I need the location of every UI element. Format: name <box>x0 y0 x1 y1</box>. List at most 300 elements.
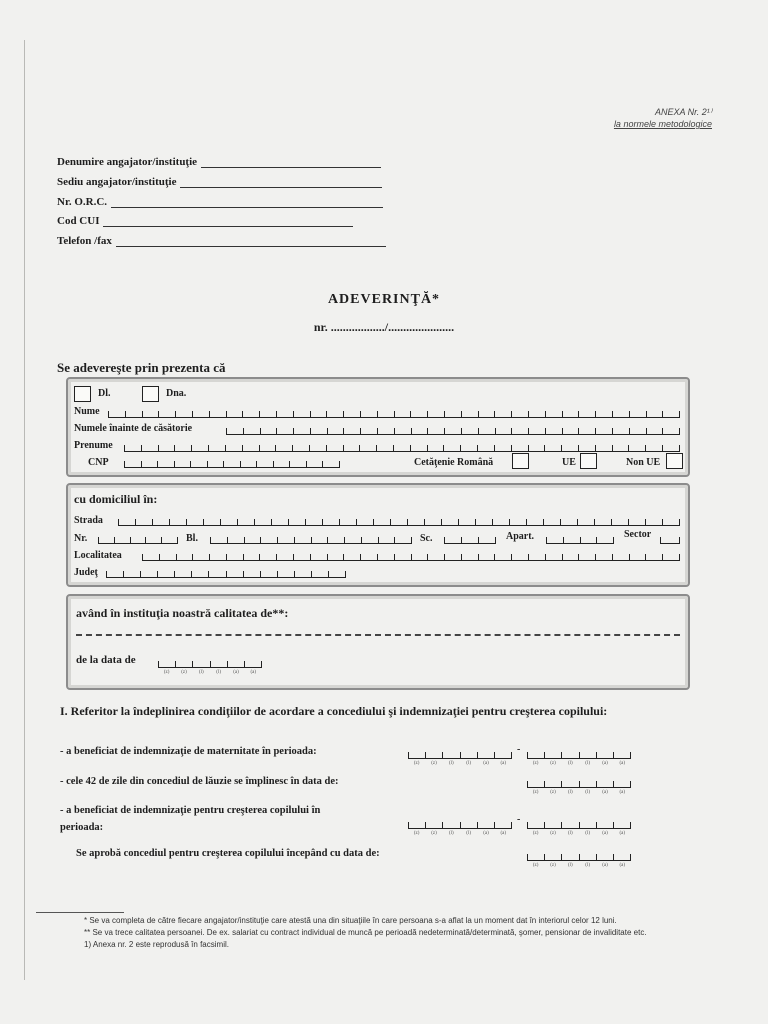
document-title: ADEVERINŢĂ* <box>327 292 441 307</box>
char-cell <box>444 554 461 560</box>
char-cell <box>427 445 444 451</box>
char-cell <box>309 445 326 451</box>
char-cell <box>544 752 561 758</box>
char-cell <box>478 411 495 417</box>
char-cell <box>410 445 427 451</box>
char-cell <box>596 537 614 543</box>
char-cell <box>578 445 595 451</box>
citizen-non-ue-checkbox[interactable] <box>666 453 683 469</box>
char-cell <box>612 445 629 451</box>
date-caption-letter: (a) <box>602 761 608 766</box>
date-caption-letter: (a) <box>483 761 489 766</box>
char-cell <box>192 554 209 560</box>
char-cell <box>310 411 327 417</box>
section1-title: I. Referitor la îndeplinirea condiţiilor de acordare a concediului şi indemnizaţiei pentru creşterea copilului: <box>60 704 608 718</box>
citizen-ue-checkbox[interactable] <box>580 453 597 469</box>
date-caption-letter: (a) <box>619 863 626 868</box>
employer-seat-label: Sediu angajator/instituţie <box>57 176 177 188</box>
char-cell <box>108 411 125 417</box>
char-cell <box>646 411 663 417</box>
char-cell <box>461 537 478 543</box>
maternity-separator: - <box>517 744 521 755</box>
char-cell <box>394 537 412 543</box>
mr-label: Dl. <box>98 388 111 399</box>
date-caption-letter: (l) <box>585 761 591 766</box>
char-cell <box>580 537 597 543</box>
char-cell <box>407 519 424 525</box>
maternity-start-field[interactable] <box>408 748 512 759</box>
char-cell <box>577 519 594 525</box>
char-cell <box>322 519 339 525</box>
employer-seat-field[interactable] <box>180 176 382 188</box>
char-cell <box>259 411 276 417</box>
date-caption-letter: (z) <box>532 831 539 836</box>
char-cell <box>444 411 461 417</box>
date-caption-letter: (a) <box>602 863 608 868</box>
char-cell <box>277 571 294 577</box>
char-cell <box>277 537 294 543</box>
char-cell <box>662 554 680 560</box>
annex-number: ANEXA Nr. 2¹⁾ <box>654 107 712 117</box>
char-cell <box>444 537 461 543</box>
char-cell <box>158 661 175 667</box>
char-cell <box>106 571 123 577</box>
char-cell <box>223 461 240 467</box>
cnp-field[interactable] <box>124 457 340 468</box>
char-cell <box>210 537 227 543</box>
char-cell <box>254 519 271 525</box>
char-cell <box>260 571 277 577</box>
char-cell <box>294 537 311 543</box>
char-cell <box>411 554 428 560</box>
char-cell <box>158 445 175 451</box>
char-cell <box>475 519 492 525</box>
char-cell <box>563 537 580 543</box>
approval-date-caption <box>527 863 631 868</box>
char-cell <box>613 822 631 828</box>
postnatal-date-caption <box>527 790 631 795</box>
char-cell <box>408 822 425 828</box>
date-caption-letter: (l) <box>448 831 454 836</box>
char-cell <box>662 428 680 434</box>
char-cell <box>328 571 346 577</box>
char-cell <box>226 411 243 417</box>
person-panel <box>66 377 690 477</box>
char-cell <box>226 554 243 560</box>
char-cell <box>511 411 528 417</box>
char-cell <box>442 752 459 758</box>
employer-cui-label: Cod CUI <box>57 215 100 227</box>
sector-label: Sector <box>624 529 652 540</box>
char-cell <box>311 571 328 577</box>
date-caption-letter: (l) <box>216 670 222 675</box>
char-cell <box>142 554 159 560</box>
char-cell <box>360 411 377 417</box>
footnote-2: ** Se va trece calitatea persoanei. De ex. salariat cu contract individual de muncă pe perioadă nedeterminată/determinată, şomer, pensionar de invaliditate etc. <box>84 928 647 937</box>
char-cell <box>528 411 545 417</box>
char-cell <box>662 411 680 417</box>
quality-line[interactable] <box>76 634 680 636</box>
char-cell <box>460 752 477 758</box>
char-cell <box>560 519 577 525</box>
char-cell <box>293 411 310 417</box>
sc-label: Sc. <box>420 533 433 544</box>
char-cell <box>561 752 578 758</box>
char-cell <box>596 822 613 828</box>
street-label: Strada <box>74 515 103 526</box>
bl-field[interactable] <box>210 533 412 544</box>
char-cell <box>271 519 288 525</box>
char-cell <box>527 822 544 828</box>
date-caption-letter: (a) <box>500 831 507 836</box>
char-cell <box>192 661 209 667</box>
char-cell <box>260 537 277 543</box>
char-cell <box>511 445 528 451</box>
char-cell <box>311 537 328 543</box>
char-cell <box>545 428 562 434</box>
date-caption-letter: (z) <box>532 761 539 766</box>
county-field[interactable] <box>106 567 346 578</box>
char-cell <box>596 854 613 860</box>
char-cell <box>596 781 613 787</box>
childcare-label-1: - a beneficiat de indemnizaţie pentru creşterea copilului în <box>60 805 321 816</box>
char-cell <box>125 411 142 417</box>
page-margin-line <box>24 40 25 980</box>
childcare-end-caption <box>527 831 631 836</box>
date-caption-letter: (l) <box>585 831 591 836</box>
char-cell <box>305 519 322 525</box>
char-cell <box>192 411 209 417</box>
char-cell <box>360 428 377 434</box>
annex-reference <box>614 106 712 130</box>
char-cell <box>662 519 680 525</box>
approval-date-field[interactable] <box>527 850 631 861</box>
char-cell <box>544 854 561 860</box>
char-cell <box>98 537 114 543</box>
footnotes <box>84 915 714 951</box>
char-cell <box>377 554 394 560</box>
char-cell <box>562 411 579 417</box>
char-cell <box>209 554 226 560</box>
mrs-label: Dna. <box>166 388 187 399</box>
date-caption-letter: (z) <box>532 790 539 795</box>
from-date-label: de la data de <box>76 654 136 666</box>
char-cell <box>613 752 631 758</box>
postnatal-date-field[interactable] <box>527 777 631 788</box>
sc-field[interactable] <box>444 533 496 544</box>
char-cell <box>322 461 340 467</box>
char-cell <box>140 571 157 577</box>
char-cell <box>326 445 343 451</box>
address-panel <box>66 483 690 587</box>
date-caption-letter: (z) <box>413 831 420 836</box>
char-cell <box>124 445 141 451</box>
char-cell <box>186 519 203 525</box>
bl-label: Bl. <box>186 533 198 544</box>
char-cell <box>629 411 646 417</box>
char-cell <box>226 428 243 434</box>
char-cell <box>444 428 461 434</box>
char-cell <box>292 445 309 451</box>
char-cell <box>378 537 395 543</box>
char-cell <box>203 519 220 525</box>
surname-field[interactable] <box>108 407 680 418</box>
char-cell <box>135 519 152 525</box>
char-cell <box>427 428 444 434</box>
char-cell <box>343 445 360 451</box>
char-cell <box>595 411 612 417</box>
apt-field[interactable] <box>546 533 614 544</box>
char-cell <box>174 445 191 451</box>
char-cell <box>225 445 242 451</box>
char-cell <box>458 519 475 525</box>
char-cell <box>175 661 192 667</box>
char-cell <box>662 445 680 451</box>
street-field[interactable] <box>118 515 680 526</box>
date-caption-letter: (z) <box>431 761 437 766</box>
char-cell <box>356 519 373 525</box>
char-cell <box>293 554 310 560</box>
char-cell <box>243 554 260 560</box>
document-number[interactable]: nr. ................../...................... <box>313 320 455 334</box>
employer-phone-field[interactable] <box>116 235 386 247</box>
maiden-name-label: Numele înainte de căsătorie <box>74 423 193 434</box>
date-caption-letter: (a) <box>619 761 626 766</box>
char-cell <box>408 752 425 758</box>
char-cell <box>159 554 176 560</box>
char-cell <box>226 571 243 577</box>
date-caption-letter: (l) <box>567 831 573 836</box>
firstname-label: Prenume <box>74 440 113 451</box>
char-cell <box>243 428 260 434</box>
surname-label: Nume <box>74 406 100 417</box>
char-cell <box>562 554 579 560</box>
char-cell <box>130 537 146 543</box>
citizen-non-ue-label: Non UE <box>626 457 661 468</box>
char-cell <box>227 661 244 667</box>
char-cell <box>240 461 257 467</box>
char-cell <box>511 428 528 434</box>
char-cell <box>629 428 646 434</box>
char-cell <box>613 781 631 787</box>
char-cell <box>394 554 411 560</box>
char-cell <box>310 554 327 560</box>
char-cell <box>442 822 459 828</box>
char-cell <box>443 445 460 451</box>
char-cell <box>174 571 191 577</box>
date-caption-letter: (l) <box>567 790 573 795</box>
char-cell <box>527 854 544 860</box>
char-cell <box>578 411 595 417</box>
char-cell <box>578 428 595 434</box>
char-cell <box>425 822 442 828</box>
char-cell <box>477 822 494 828</box>
char-cell <box>425 752 442 758</box>
footnote-rule <box>36 912 124 913</box>
char-cell <box>327 428 344 434</box>
char-cell <box>646 428 663 434</box>
char-cell <box>294 571 311 577</box>
childcare-end-field[interactable] <box>527 818 631 829</box>
char-cell <box>276 411 293 417</box>
char-cell <box>114 537 130 543</box>
char-cell <box>310 428 327 434</box>
char-cell <box>326 411 343 417</box>
char-cell <box>243 571 260 577</box>
employer-phone-row <box>57 233 386 247</box>
char-cell <box>595 445 612 451</box>
char-cell <box>494 411 511 417</box>
char-cell <box>612 428 629 434</box>
char-cell <box>123 571 140 577</box>
employer-orc-label: Nr. O.R.C. <box>57 196 108 208</box>
date-caption-letter: (z) <box>181 670 187 675</box>
char-cell <box>545 411 562 417</box>
char-cell <box>191 445 208 451</box>
char-cell <box>629 554 646 560</box>
citizen-ro-label: Cetăţenie Română <box>414 457 494 468</box>
char-cell <box>359 445 376 451</box>
employer-seat-row <box>57 174 382 188</box>
char-cell <box>612 411 629 417</box>
county-label: Judeţ <box>74 567 98 578</box>
childcare-separator: - <box>517 814 521 825</box>
char-cell <box>427 554 444 560</box>
date-caption-letter: (a) <box>233 670 239 675</box>
char-cell <box>169 519 186 525</box>
char-cell <box>579 781 596 787</box>
date-caption-letter: (l) <box>466 831 472 836</box>
citizen-ue-label: UE <box>562 457 576 468</box>
char-cell <box>259 445 276 451</box>
char-cell <box>561 781 578 787</box>
char-cell <box>494 752 512 758</box>
char-cell <box>220 519 237 525</box>
footnote-1: * Se va completa de către fiecare angajator/instituţie care atestă una din situaţiile în care persoana s-a aflat la un moment dat în interiorul celor 12 luni. <box>84 916 617 925</box>
char-cell <box>544 822 561 828</box>
char-cell <box>244 537 261 543</box>
locality-label: Localitatea <box>74 550 122 561</box>
char-cell <box>306 461 323 467</box>
char-cell <box>478 428 495 434</box>
char-cell <box>494 554 511 560</box>
char-cell <box>259 554 276 560</box>
citizen-ro-checkbox[interactable] <box>512 453 529 469</box>
char-cell <box>595 554 612 560</box>
char-cell <box>276 428 293 434</box>
char-cell <box>528 445 545 451</box>
char-cell <box>208 445 225 451</box>
char-cell <box>394 411 411 417</box>
char-cell <box>494 822 512 828</box>
char-cell <box>141 461 158 467</box>
childcare-start-caption <box>408 831 512 836</box>
char-cell <box>152 519 169 525</box>
char-cell <box>191 571 208 577</box>
apt-label: Apart. <box>506 531 535 542</box>
from-date-field[interactable] <box>158 657 262 668</box>
annex-norms: la normele metodologice <box>613 119 712 129</box>
char-cell <box>460 822 477 828</box>
char-cell <box>441 519 458 525</box>
char-cell <box>208 571 225 577</box>
date-caption-letter: (l) <box>466 761 472 766</box>
char-cell <box>579 822 596 828</box>
char-cell <box>118 519 135 525</box>
char-cell <box>460 445 477 451</box>
char-cell <box>561 822 578 828</box>
mr-checkbox[interactable] <box>74 386 91 402</box>
employer-orc-field[interactable] <box>111 196 383 208</box>
char-cell <box>410 411 427 417</box>
employer-cui-row <box>57 213 353 227</box>
date-caption-letter: (z) <box>532 863 539 868</box>
firstname-field[interactable] <box>124 441 680 452</box>
mrs-checkbox[interactable] <box>142 386 159 402</box>
char-cell <box>509 519 526 525</box>
char-cell <box>595 428 612 434</box>
char-cell <box>289 461 306 467</box>
char-cell <box>544 781 561 787</box>
date-caption-letter: (a) <box>619 790 626 795</box>
char-cell <box>343 428 360 434</box>
char-cell <box>376 445 393 451</box>
char-cell <box>393 445 410 451</box>
sector-field[interactable] <box>660 533 680 544</box>
date-caption-letter: (z) <box>550 863 556 868</box>
char-cell <box>394 428 411 434</box>
employer-orc-row <box>57 194 383 208</box>
char-cell <box>611 519 628 525</box>
childcare-start-field[interactable] <box>408 818 512 829</box>
char-cell <box>360 554 377 560</box>
maternity-label: - a beneficiat de indemnizaţie de maternitate în perioada: <box>60 746 317 757</box>
char-cell <box>377 428 394 434</box>
date-caption-letter: (l) <box>448 761 454 766</box>
quality-heading: având în instituţia noastră calitatea de**: <box>76 606 289 620</box>
date-caption-letter: (z) <box>431 831 437 836</box>
char-cell <box>612 554 629 560</box>
char-cell <box>145 537 161 543</box>
maiden-name-field[interactable] <box>226 424 680 435</box>
char-cell <box>561 445 578 451</box>
char-cell <box>427 411 444 417</box>
char-cell <box>339 519 356 525</box>
char-cell <box>579 854 596 860</box>
char-cell <box>377 411 394 417</box>
char-cell <box>190 461 207 467</box>
char-cell <box>327 554 344 560</box>
char-cell <box>343 554 360 560</box>
char-cell <box>343 411 360 417</box>
maternity-end-caption <box>527 761 631 766</box>
char-cell <box>527 781 544 787</box>
employer-cui-field[interactable] <box>103 215 353 227</box>
char-cell <box>477 752 494 758</box>
char-cell <box>461 411 478 417</box>
char-cell <box>579 752 596 758</box>
char-cell <box>461 554 478 560</box>
date-caption-letter: (a) <box>250 670 257 675</box>
char-cell <box>562 428 579 434</box>
char-cell <box>244 661 262 667</box>
locality-field[interactable] <box>142 550 680 561</box>
maternity-end-field[interactable] <box>527 748 631 759</box>
nr-field[interactable] <box>98 533 178 544</box>
employer-name-field[interactable] <box>201 156 381 168</box>
employer-name-label: Denumire angajator/instituţie <box>57 156 198 168</box>
char-cell <box>477 445 494 451</box>
